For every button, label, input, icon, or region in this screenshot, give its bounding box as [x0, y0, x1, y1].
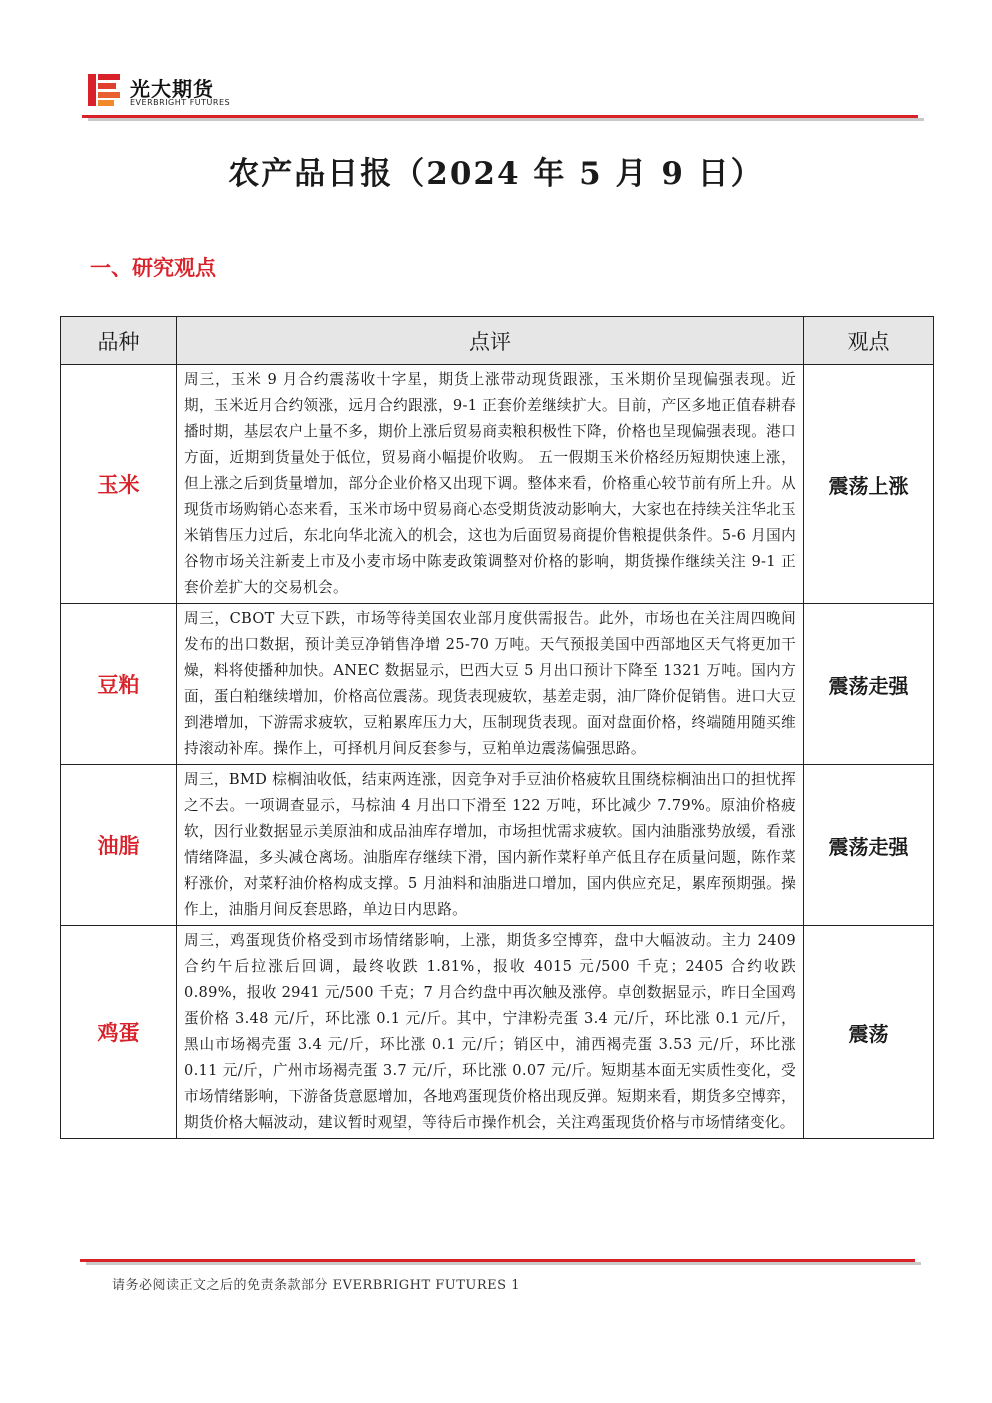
footer-divider-gray — [86, 1262, 921, 1265]
variety-cell: 豆粕 — [61, 604, 177, 765]
variety-cell: 鸡蛋 — [61, 926, 177, 1139]
table-row — [61, 365, 934, 604]
footer-disclaimer: 请务必阅读正文之后的免责条款部分 EVERBRIGHT FUTURES 1 — [112, 1278, 520, 1293]
header-variety: 品种 — [61, 317, 177, 365]
header-view: 观点 — [804, 317, 934, 365]
research-view-table — [60, 316, 934, 1139]
report-title: 农产品日报（2024 年 5 月 9 日） — [228, 156, 764, 192]
page-header — [82, 70, 922, 120]
company-name-en: EVERBRIGHT FUTURES — [130, 98, 231, 107]
comment-cell: 周三，BMD 棕榈油收低，结束两连涨，因竞争对手豆油价格疲软且围绕棕榈油出口的担忧挥之不去。一项调查显示，马棕油 4 月出口下滑至 122 万吨，环比减少 7.79%。原油价格疲软，因行业数据显示美原油和成品油库存增加，市场担忧需求疲软。国内油脂涨势放缓，看涨情绪降温，多头减仓离场。油脂库存继续下滑，国内新作菜籽单产低且存在质量问题，陈作菜籽涨价，对菜籽油价格构成支撑。5 月油料和油脂进口增加，国内供应充足，累库预期强。操作上，油脂月间反套思路，单边日内思路。 — [177, 765, 804, 926]
view-cell: 震荡上涨 — [804, 365, 934, 604]
view-cell: 震荡走强 — [804, 765, 934, 926]
header-comment: 点评 — [177, 317, 804, 365]
company-name-cn: 光大期货 — [130, 77, 214, 101]
table-header-row — [61, 317, 934, 365]
table-row — [61, 926, 934, 1139]
comment-cell: 周三，CBOT 大豆下跌，市场等待美国农业部月度供需报告。此外，市场也在关注周四晚间发布的出口数据，预计美豆净销售净增 25-70 万吨。天气预报美国中西部地区天气将更加干燥，料将使播种加快。ANEC 数据显示，巴西大豆 5 月出口预计下降至 1321 万吨。国内方面，蛋白粕继续增加，价格高位震荡。现货表现疲软，基差走弱，油厂降价促销售。进口大豆到港增加，下游需求疲软，豆粕累库压力大，压制现货表现。面对盘面价格，终端随用随买维持滚动补库。操作上，可择机月间反套参与，豆粕单边震荡偏强思路。 — [177, 604, 804, 765]
view-cell: 震荡走强 — [804, 604, 934, 765]
comment-cell: 周三，鸡蛋现货价格受到市场情绪影响，上涨，期货多空博弈，盘中大幅波动。主力 2409 合约午后拉涨后回调，最终收跌 1.81%，报收 4015 元/500 千克；2405 合约收跌 0.89%，报收 2941 元/500 千克；7 月合约盘中再次触及涨停。卓创数据显示，昨日全国鸡蛋价格 3.48 元/斤，环比涨 0.1 元/斤。其中，宁津粉壳蛋 3.4 元/斤，环比涨 0.1 元/斤，黑山市场褐壳蛋 3.4 元/斤，环比涨 0.1 元/斤；销区中，浦西褐壳蛋 3.53 元/斤，环比涨 0.11 元/斤，广州市场褐壳蛋 3.7 元/斤，环比涨 0.07 元/斤。短期基本面无实质性变化，受市场情绪影响，下游备货意愿增加，各地鸡蛋现货价格出现反弹。短期来看，期货多空博弈，期货价格大幅波动，建议暂时观望，等待后市操作机会，关注鸡蛋现货价格与市场情绪变化。 — [177, 926, 804, 1139]
section-heading: 一、研究观点 — [90, 255, 216, 280]
header-divider-gray — [88, 118, 924, 121]
view-cell: 震荡 — [804, 926, 934, 1139]
comment-cell: 周三，玉米 9 月合约震荡收十字星，期货上涨带动现货跟涨，玉米期价呈现偏强表现。近期，玉米近月合约领涨，远月合约跟涨，9-1 正套价差继续扩大。目前，产区多地正值春耕春播时期，基层农户上量不多，期价上涨后贸易商卖粮积极性下降，价格也呈现偏强表现。港口方面，近期到货量处于低位，贸易商小幅提价收购。 五一假期玉米价格经历短期快速上涨，但上涨之后到货量增加，部分企业价格又出现下调。整体来看，价格重心较节前有所上升。从现货市场购销心态来看，玉米市场中贸易商心态受期货波动影响大，大家也在持续关注华北玉米销售压力过后，东北向华北流入的机会，这也为后面贸易商提价售粮提供条件。5-6 月国内谷物市场关注新麦上市及小麦市场中陈麦政策调整对价格的影响，期货操作继续关注 9-1 正套价差扩大的交易机会。 — [177, 365, 804, 604]
everbright-logo-icon — [88, 72, 128, 108]
table-row — [61, 604, 934, 765]
variety-cell: 油脂 — [61, 765, 177, 926]
variety-cell: 玉米 — [61, 365, 177, 604]
table-row — [61, 765, 934, 926]
